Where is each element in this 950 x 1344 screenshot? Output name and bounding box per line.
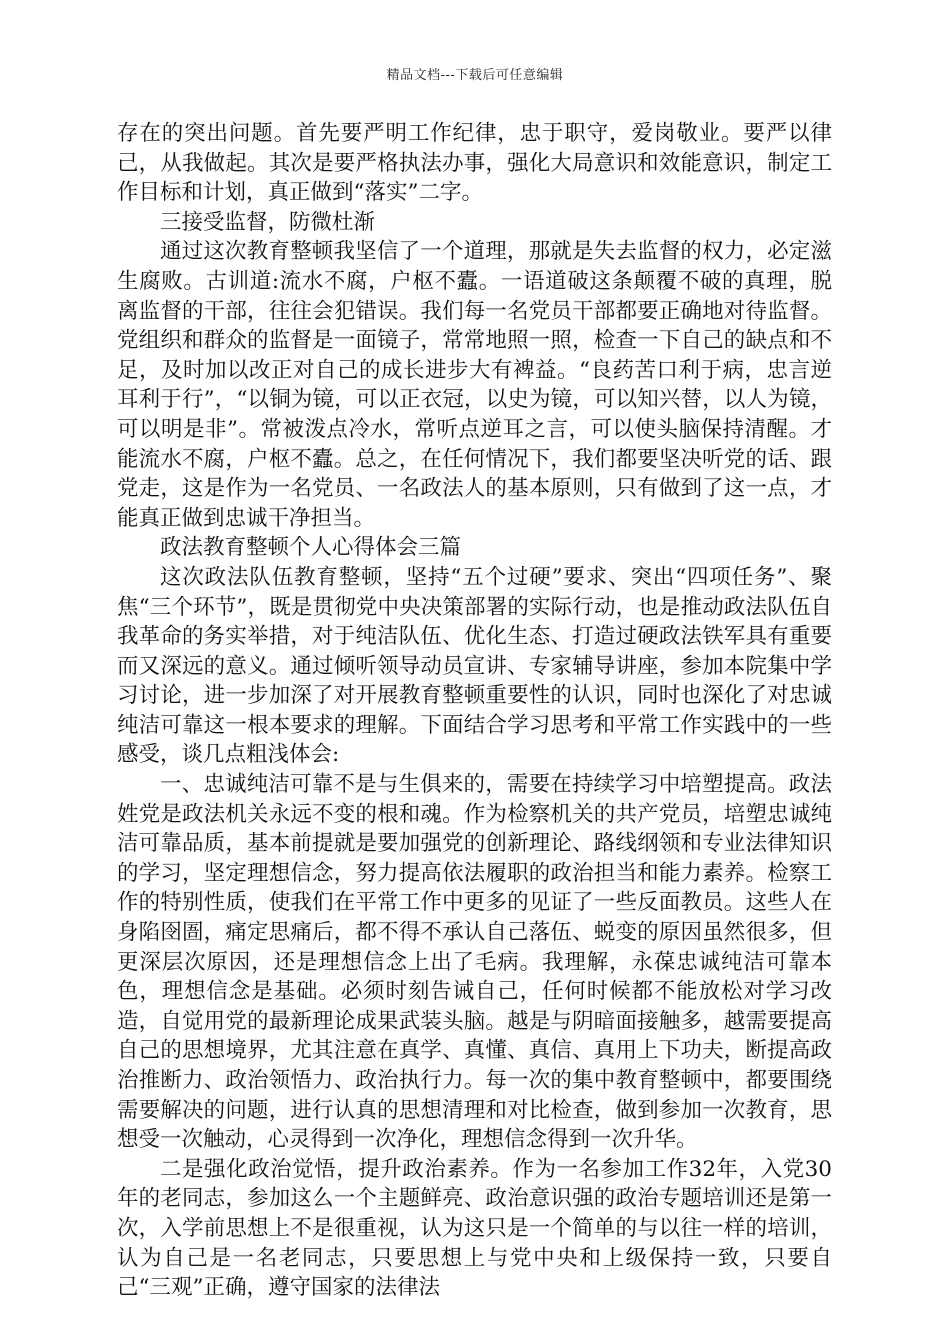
page-header: 精品文档---下载后可任意编辑 [386, 68, 564, 83]
document-body [117, 119, 832, 1303]
body-paragraph: 这次政法队伍教育整顿，坚持“五个过硬”要求、突出“四项任务”、聚焦“三个环节”，既是贯彻党中央决策部署的实际行动，也是推动政法队伍自我革命的务实举措，对于纯洁队伍、优化生态、打造过硬政法铁军具有重要而又深远的意义。通过倾听领导动员宣讲、专家辅导讲座，参加本院集中学习讨论，进一步加深了对开展教育整顿重要性的认识，同时也深化了对忠诚纯洁可靠这一根本要求的理解。下面结合学习思考和平常工作实践中的一些感受，谈几点粗浅体会: [117, 564, 832, 768]
section-heading: 三接受监督，防微杜渐 [160, 209, 376, 235]
article-title: 政法教育整顿个人心得体会三篇 [160, 535, 462, 561]
body-paragraph: 存在的突出问题。首先要严明工作纪律，忠于职守，爱岗敬业。要严以律己，从我做起。其次是要严格执法办事，强化大局意识和效能意识，制定工作目标和计划，真正做到“落实”二字。 [117, 121, 832, 206]
body-paragraph: 一、忠诚纯洁可靠不是与生俱来的，需要在持续学习中培塑提高。政法姓党是政法机关永远不变的根和魂。作为检察机关的共产党员，培塑忠诚纯洁可靠品质，基本前提就是要加强党的创新理论、路线纲领和专业法律知识的学习，坚定理想信念，努力提高依法履职的政治担当和能力素养。检察工作的特别性质，使我们在平常工作中更多的见证了一些反面教员。这些人在身陷囹圄，痛定思痛后，都不得不承认自己落伍、蜕变的原因虽然很多，但更深层次原因，还是理想信念上出了毛病。我理解，永葆忠诚纯洁可靠本色，理想信念是基础。必须时刻告诫自己，任何时候都不能放松对学习改造，自觉用党的最新理论成果武装头脑。越是与阴暗面接触多，越需要提高自己的思想境界，尤其注意在真学、真懂、真信、真用上下功夫，断提高政治推断力、政治领悟力、政治执行力。每一次的集中教育整顿中，都要围绕需要解决的问题，进行认真的思想清理和对比检查，做到参加一次教育，思想受一次触动，心灵得到一次净化，理想信念得到一次升华。 [117, 772, 832, 1153]
body-paragraph: 通过这次教育整顿我坚信了一个道理，那就是失去监督的权力，必定滋生腐败。古训道:流水不腐，户枢不蠹。一语道破这条颠覆不破的真理，脱离监督的干部，往往会犯错误。我们每一名党员干部都要正确地对待监督。党组织和群众的监督是一面镜子，常常地照一照，检查一下自己的缺点和不足，及时加以改正对自己的成长进步大有裨益。“良药苦口利于病，忠言逆耳利于行”，“以铜为镜，可以正衣冠，以史为镜，可以知兴替，以人为镜，可以明是非”。常被泼点冷水，常听点逆耳之言，可以使头脑保持清醒。才能流水不腐，户枢不蠹。总之，在任何情况下，我们都要坚决听党的话、跟党走，这是作为一名党员、一名政法人的基本原则，只有做到了这一点，才能真正做到忠诚干净担当。 [117, 239, 832, 531]
body-paragraph: 二是强化政治觉悟，提升政治素养。作为一名参加工作32年，入党30年的老同志，参加这么一个主题鲜亮、政治意识强的政治专题培训还是第一次，入学前思想上不是很重视，认为这只是一个简单的与以往一样的培训，认为自己是一名老同志，只要思想上与党中央和上级保持一致，只要自己“三观”正确，遵守国家的法律法 [117, 1156, 832, 1301]
